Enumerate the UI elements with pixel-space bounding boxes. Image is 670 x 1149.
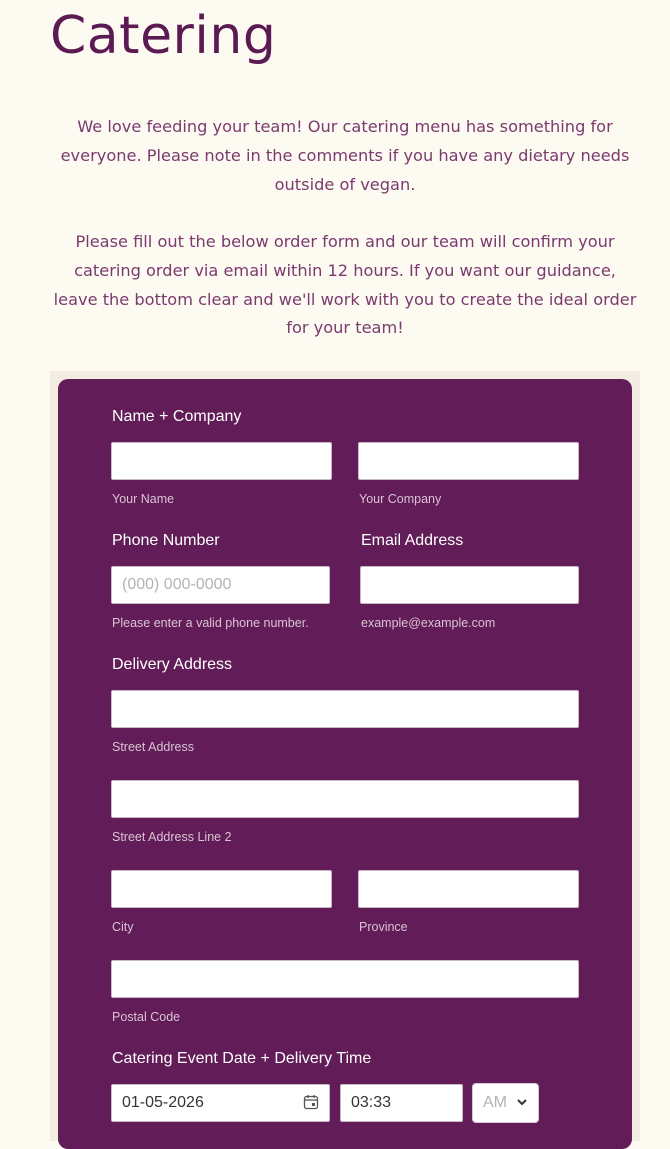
ampm-select[interactable] [472,1083,539,1123]
province-sublabel: Province [359,920,408,934]
name-sublabel: Your Name [112,492,175,506]
company-sublabel: Your Company [359,492,442,506]
page-title: Catering [50,6,277,66]
ampm-value: AM [483,1094,507,1111]
email-sublabel: example@example.com [361,616,496,630]
postal-code-input[interactable] [111,960,579,998]
company-input[interactable] [358,442,579,480]
event-datetime-label: Catering Event Date + Delivery Time [112,1050,372,1067]
street-address-line2-sublabel: Street Address Line 2 [112,830,232,844]
delivery-address-label: Delivery Address [112,656,233,673]
event-date-input[interactable] [111,1084,330,1122]
street-address-input[interactable] [111,690,579,728]
phone-input[interactable] [111,566,330,604]
province-input[interactable] [358,870,579,908]
phone-label: Phone Number [112,532,220,549]
phone-sublabel: Please enter a valid phone number. [112,616,309,630]
city-sublabel: City [112,920,134,934]
email-input[interactable] [360,566,579,604]
street-address-line2-input[interactable] [111,780,579,818]
delivery-time-input[interactable] [340,1084,463,1122]
intro-paragraph-2: Please fill out the below order form and our team will confirm your catering order via email within 12 hours. If you want our guidance, leave the bottom clear and we'll work with you to create the ideal order for your team! [53,232,637,338]
calendar-icon[interactable] [303,1094,319,1110]
street-address-sublabel: Street Address [112,740,194,754]
postal-code-sublabel: Postal Code [112,1010,181,1024]
name-input[interactable] [111,442,332,480]
city-input[interactable] [111,870,332,908]
email-label: Email Address [361,532,464,549]
name-company-label: Name + Company [112,408,242,425]
intro-paragraph-1: We love feeding your team! Our catering menu has something for everyone. Please note in the comments if you have any dietary needs outside of vegan. [60,117,630,194]
chevron-down-icon [516,1095,528,1111]
